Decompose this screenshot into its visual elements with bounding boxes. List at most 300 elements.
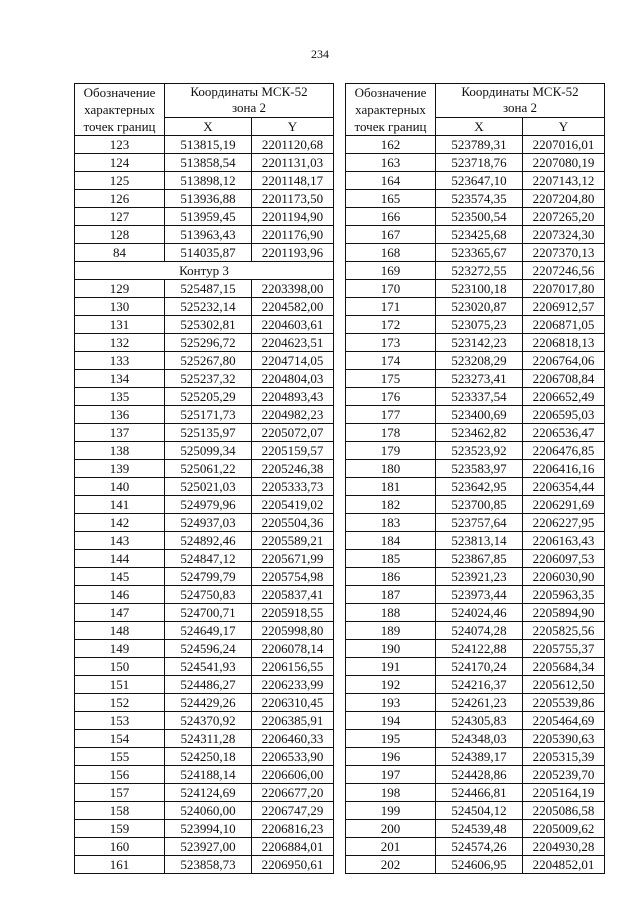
coord-x: 524370,92: [165, 712, 252, 730]
table-row: [75, 154, 334, 172]
table-row: [75, 730, 334, 748]
point-number: 139: [75, 460, 165, 478]
table-row: [346, 622, 605, 640]
coord-x: 523337,54: [436, 388, 523, 406]
page-number: 234: [311, 47, 329, 61]
point-number: 178: [346, 424, 436, 442]
coord-x: 524892,46: [165, 532, 252, 550]
table-row: [346, 154, 605, 172]
table-row: [346, 802, 605, 820]
right-table-body: [346, 136, 605, 874]
coord-y: 2205246,38: [252, 460, 334, 478]
coord-y: 2206595,03: [523, 406, 605, 424]
table-row: [346, 604, 605, 622]
point-number: 130: [75, 298, 165, 316]
table-row: [346, 406, 605, 424]
coord-y: 2206233,99: [252, 676, 334, 694]
coord-x: 523867,85: [436, 550, 523, 568]
coord-y: 2205754,98: [252, 568, 334, 586]
point-number: 125: [75, 172, 165, 190]
coord-y: 2205825,56: [523, 622, 605, 640]
coord-x: 524429,26: [165, 694, 252, 712]
point-number: 163: [346, 154, 436, 172]
coord-y: 2201176,90: [252, 226, 334, 244]
coord-x: 523973,44: [436, 586, 523, 604]
table-row: [346, 712, 605, 730]
table-row: [346, 244, 605, 262]
header-x: X: [165, 117, 252, 135]
coord-x: 513815,19: [165, 136, 252, 154]
left-table-body: [75, 136, 334, 874]
coord-x: 524486,27: [165, 676, 252, 694]
table-row: [75, 640, 334, 658]
point-number: 201: [346, 838, 436, 856]
table-row: [75, 208, 334, 226]
coord-y: 2206652,49: [523, 388, 605, 406]
coord-y: 2204852,01: [523, 856, 605, 874]
table-row: [346, 208, 605, 226]
table-row: [346, 550, 605, 568]
point-number: 202: [346, 856, 436, 874]
coord-x: 523500,54: [436, 208, 523, 226]
point-number: 157: [75, 784, 165, 802]
point-number: 158: [75, 802, 165, 820]
point-number: 160: [75, 838, 165, 856]
table-row: [75, 244, 334, 262]
coord-y: 2205315,39: [523, 748, 605, 766]
coord-y: 2205755,37: [523, 640, 605, 658]
table-row: [75, 568, 334, 586]
coord-x: 525171,73: [165, 406, 252, 424]
coord-y: 2205504,36: [252, 514, 334, 532]
point-number: 134: [75, 370, 165, 388]
coord-y: 2207370,13: [523, 244, 605, 262]
coord-x: 524124,69: [165, 784, 252, 802]
point-number: 176: [346, 388, 436, 406]
point-number: 177: [346, 406, 436, 424]
coord-x: 524074,28: [436, 622, 523, 640]
table-row: [346, 532, 605, 550]
coord-y: 2206747,29: [252, 802, 334, 820]
point-number: 164: [346, 172, 436, 190]
point-number: 135: [75, 388, 165, 406]
coord-x: 525487,15: [165, 280, 252, 298]
header-y: Y: [252, 117, 334, 135]
coord-x: 513898,12: [165, 172, 252, 190]
point-number: 151: [75, 676, 165, 694]
coord-y: 2206884,01: [252, 838, 334, 856]
coord-y: 2205009,62: [523, 820, 605, 838]
coord-x: 523400,69: [436, 406, 523, 424]
coord-y: 2205671,99: [252, 550, 334, 568]
coord-x: 513858,54: [165, 154, 252, 172]
coord-y: 2204623,51: [252, 334, 334, 352]
table-row: [346, 334, 605, 352]
coord-y: 2205589,21: [252, 532, 334, 550]
point-number: 180: [346, 460, 436, 478]
point-number: 140: [75, 478, 165, 496]
coord-x: 524799,79: [165, 568, 252, 586]
coord-x: 525302,81: [165, 316, 252, 334]
coord-y: 2201173,50: [252, 190, 334, 208]
coord-x: 525099,34: [165, 442, 252, 460]
coord-x: 524466,81: [436, 784, 523, 802]
coord-y: 2206606,00: [252, 766, 334, 784]
table-row: [75, 838, 334, 856]
point-number: 138: [75, 442, 165, 460]
coord-x: 524305,83: [436, 712, 523, 730]
table-row: [75, 424, 334, 442]
table-row: [346, 442, 605, 460]
coord-x: 523789,31: [436, 136, 523, 154]
coord-y: 2205684,34: [523, 658, 605, 676]
coord-y: 2206764,06: [523, 352, 605, 370]
coord-x: 524649,17: [165, 622, 252, 640]
table-row: [75, 712, 334, 730]
table-row: [75, 694, 334, 712]
coord-y: 2206677,20: [252, 784, 334, 802]
coord-x: 525296,72: [165, 334, 252, 352]
point-number: 191: [346, 658, 436, 676]
table-row: [75, 334, 334, 352]
coord-x: 525135,97: [165, 424, 252, 442]
coord-y: 2205612,50: [523, 676, 605, 694]
point-number: 162: [346, 136, 436, 154]
table-row: [346, 568, 605, 586]
coord-y: 2206385,91: [252, 712, 334, 730]
coord-x: 523100,18: [436, 280, 523, 298]
coord-x: 524428,86: [436, 766, 523, 784]
coord-y: 2205963,35: [523, 586, 605, 604]
coord-y: 2205539,86: [523, 694, 605, 712]
point-number: 193: [346, 694, 436, 712]
table-row: [346, 730, 605, 748]
coord-x: 523075,23: [436, 316, 523, 334]
coord-y: 2205390,63: [523, 730, 605, 748]
coord-y: 2206460,33: [252, 730, 334, 748]
coord-y: 2204893,43: [252, 388, 334, 406]
coord-y: 2205918,55: [252, 604, 334, 622]
table-row: [75, 388, 334, 406]
coord-x: 523994,10: [165, 820, 252, 838]
point-number: 171: [346, 298, 436, 316]
coord-y: 2207080,19: [523, 154, 605, 172]
coord-y: 2206030,90: [523, 568, 605, 586]
table-row: [346, 496, 605, 514]
coord-y: 2206818,13: [523, 334, 605, 352]
coord-x: 524596,24: [165, 640, 252, 658]
point-number: 190: [346, 640, 436, 658]
table-row: [75, 136, 334, 154]
coord-y: 2204603,61: [252, 316, 334, 334]
coord-x: 523647,10: [436, 172, 523, 190]
table-row: [75, 622, 334, 640]
point-number: 194: [346, 712, 436, 730]
point-number: 197: [346, 766, 436, 784]
point-number: 141: [75, 496, 165, 514]
table-row: [346, 676, 605, 694]
header-point-label: Обозначение характерных точек границ: [75, 84, 165, 136]
coord-y: 2204714,05: [252, 352, 334, 370]
coord-y: 2207017,80: [523, 280, 605, 298]
coord-x: 523523,92: [436, 442, 523, 460]
table-row: [75, 748, 334, 766]
coordinates-table-left: [74, 83, 334, 874]
coord-y: 2204804,03: [252, 370, 334, 388]
coord-y: 2205086,58: [523, 802, 605, 820]
table-row: [346, 424, 605, 442]
coord-x: 525237,32: [165, 370, 252, 388]
point-number: 181: [346, 478, 436, 496]
coord-x: 524311,28: [165, 730, 252, 748]
point-number: 172: [346, 316, 436, 334]
point-number: 136: [75, 406, 165, 424]
table-row: [346, 370, 605, 388]
table-row: [75, 280, 334, 298]
coord-y: 2203398,00: [252, 280, 334, 298]
coord-x: 524750,83: [165, 586, 252, 604]
coord-x: 524024,46: [436, 604, 523, 622]
coord-x: 523142,23: [436, 334, 523, 352]
coord-x: 523462,82: [436, 424, 523, 442]
table-row: [346, 352, 605, 370]
table-row: [346, 172, 605, 190]
point-number: 150: [75, 658, 165, 676]
point-number: 174: [346, 352, 436, 370]
coord-y: 2204582,00: [252, 298, 334, 316]
table-row: [75, 460, 334, 478]
table-row: [346, 388, 605, 406]
coord-y: 2205164,19: [523, 784, 605, 802]
point-number: 131: [75, 316, 165, 334]
coord-y: 2205159,57: [252, 442, 334, 460]
coord-x: 524188,14: [165, 766, 252, 784]
coord-x: 523365,67: [436, 244, 523, 262]
coord-y: 2205894,90: [523, 604, 605, 622]
coord-y: 2206912,57: [523, 298, 605, 316]
coord-y: 2201148,17: [252, 172, 334, 190]
coord-x: 524979,96: [165, 496, 252, 514]
coord-y: 2206533,90: [252, 748, 334, 766]
table-row: [75, 514, 334, 532]
coord-y: 2201131,03: [252, 154, 334, 172]
coord-x: 524122,88: [436, 640, 523, 658]
table-row: [346, 226, 605, 244]
coord-y: 2205419,02: [252, 496, 334, 514]
point-number: 199: [346, 802, 436, 820]
contour-label: Контур 3: [75, 262, 334, 280]
coord-x: 523583,97: [436, 460, 523, 478]
table-row: [346, 262, 605, 280]
contour-row: [75, 262, 334, 280]
coord-x: 523020,87: [436, 298, 523, 316]
point-number: 137: [75, 424, 165, 442]
coord-x: 524389,17: [436, 748, 523, 766]
coord-y: 2206871,05: [523, 316, 605, 334]
coord-x: 523927,00: [165, 838, 252, 856]
point-number: 188: [346, 604, 436, 622]
point-number: 148: [75, 622, 165, 640]
coord-x: 524216,37: [436, 676, 523, 694]
coord-x: 524250,18: [165, 748, 252, 766]
header-coordinates: Координаты МСК-52 зона 2: [165, 84, 334, 118]
coord-x: 525205,29: [165, 388, 252, 406]
coord-x: 523718,76: [436, 154, 523, 172]
point-number: 195: [346, 730, 436, 748]
coord-x: 523858,73: [165, 856, 252, 874]
coord-y: 2207246,56: [523, 262, 605, 280]
point-number: 184: [346, 532, 436, 550]
coord-x: 523425,68: [436, 226, 523, 244]
point-number: 129: [75, 280, 165, 298]
coord-x: 524261,23: [436, 694, 523, 712]
coord-x: 525021,03: [165, 478, 252, 496]
coord-x: 524847,12: [165, 550, 252, 568]
table-row: [75, 298, 334, 316]
point-number: 123: [75, 136, 165, 154]
table-row: [75, 820, 334, 838]
point-number: 183: [346, 514, 436, 532]
table-row: [346, 838, 605, 856]
coord-y: 2207143,12: [523, 172, 605, 190]
point-number: 155: [75, 748, 165, 766]
table-row: [346, 820, 605, 838]
point-number: 146: [75, 586, 165, 604]
coord-y: 2205837,41: [252, 586, 334, 604]
coord-y: 2206078,14: [252, 640, 334, 658]
table-row: [346, 190, 605, 208]
coord-x: 524574,26: [436, 838, 523, 856]
coord-y: 2206097,53: [523, 550, 605, 568]
table-row: [75, 316, 334, 334]
coord-x: 525061,22: [165, 460, 252, 478]
table-row: [75, 802, 334, 820]
coord-y: 2206156,55: [252, 658, 334, 676]
point-number: 153: [75, 712, 165, 730]
coord-y: 2206816,23: [252, 820, 334, 838]
coord-x: 524937,03: [165, 514, 252, 532]
table-row: [75, 784, 334, 802]
point-number: 84: [75, 244, 165, 262]
table-row: [75, 676, 334, 694]
coord-x: 523757,64: [436, 514, 523, 532]
table-row: [75, 496, 334, 514]
coord-x: 523700,85: [436, 496, 523, 514]
table-row: [346, 478, 605, 496]
point-number: 159: [75, 820, 165, 838]
coord-x: 525232,14: [165, 298, 252, 316]
coord-x: 524060,00: [165, 802, 252, 820]
point-number: 175: [346, 370, 436, 388]
coord-x: 513963,43: [165, 226, 252, 244]
point-number: 126: [75, 190, 165, 208]
coord-y: 2206354,44: [523, 478, 605, 496]
coord-y: 2205998,80: [252, 622, 334, 640]
table-row: [346, 694, 605, 712]
table-row: [75, 550, 334, 568]
header-coordinates: Координаты МСК-52 зона 2: [436, 84, 605, 118]
point-number: 149: [75, 640, 165, 658]
coord-x: 523642,95: [436, 478, 523, 496]
coord-y: 2206950,61: [252, 856, 334, 874]
point-number: 124: [75, 154, 165, 172]
coord-y: 2206536,47: [523, 424, 605, 442]
table-row: [75, 604, 334, 622]
table-row: [75, 370, 334, 388]
coord-x: 523574,35: [436, 190, 523, 208]
coordinates-table-right: [345, 83, 605, 874]
point-number: 196: [346, 748, 436, 766]
coord-x: 524504,12: [436, 802, 523, 820]
coord-y: 2207265,20: [523, 208, 605, 226]
point-number: 154: [75, 730, 165, 748]
point-number: 144: [75, 550, 165, 568]
header-point-label: Обозначение характерных точек границ: [346, 84, 436, 136]
point-number: 187: [346, 586, 436, 604]
point-number: 170: [346, 280, 436, 298]
table-row: [346, 856, 605, 874]
table-row: [75, 478, 334, 496]
coord-x: 524170,24: [436, 658, 523, 676]
table-row: [75, 406, 334, 424]
table-row: [346, 136, 605, 154]
coord-y: 2205333,73: [252, 478, 334, 496]
coord-x: 523273,41: [436, 370, 523, 388]
table-row: [346, 784, 605, 802]
point-number: 179: [346, 442, 436, 460]
coord-y: 2201194,90: [252, 208, 334, 226]
coord-y: 2206291,69: [523, 496, 605, 514]
coord-y: 2206227,95: [523, 514, 605, 532]
table-row: [346, 298, 605, 316]
point-number: 145: [75, 568, 165, 586]
point-number: 152: [75, 694, 165, 712]
point-number: 192: [346, 676, 436, 694]
header-x: X: [436, 117, 523, 135]
coord-x: 523208,29: [436, 352, 523, 370]
table-row: [75, 226, 334, 244]
table-row: [346, 514, 605, 532]
table-row: [75, 172, 334, 190]
point-number: 189: [346, 622, 436, 640]
point-number: 200: [346, 820, 436, 838]
coord-y: 2206476,85: [523, 442, 605, 460]
point-number: 128: [75, 226, 165, 244]
point-number: 156: [75, 766, 165, 784]
table-row: [346, 280, 605, 298]
table-row: [75, 190, 334, 208]
coord-y: 2207324,30: [523, 226, 605, 244]
coord-y: 2207016,01: [523, 136, 605, 154]
coord-y: 2206708,84: [523, 370, 605, 388]
table-row: [75, 352, 334, 370]
coord-x: 524539,48: [436, 820, 523, 838]
table-row: [75, 532, 334, 550]
point-number: 132: [75, 334, 165, 352]
table-row: [346, 640, 605, 658]
point-number: 165: [346, 190, 436, 208]
table-row: [75, 856, 334, 874]
point-number: 185: [346, 550, 436, 568]
table-row: [346, 460, 605, 478]
point-number: 167: [346, 226, 436, 244]
point-number: 173: [346, 334, 436, 352]
coord-x: 514035,87: [165, 244, 252, 262]
coord-x: 525267,80: [165, 352, 252, 370]
table-row: [75, 586, 334, 604]
table-row: [75, 766, 334, 784]
coord-x: 524541,93: [165, 658, 252, 676]
